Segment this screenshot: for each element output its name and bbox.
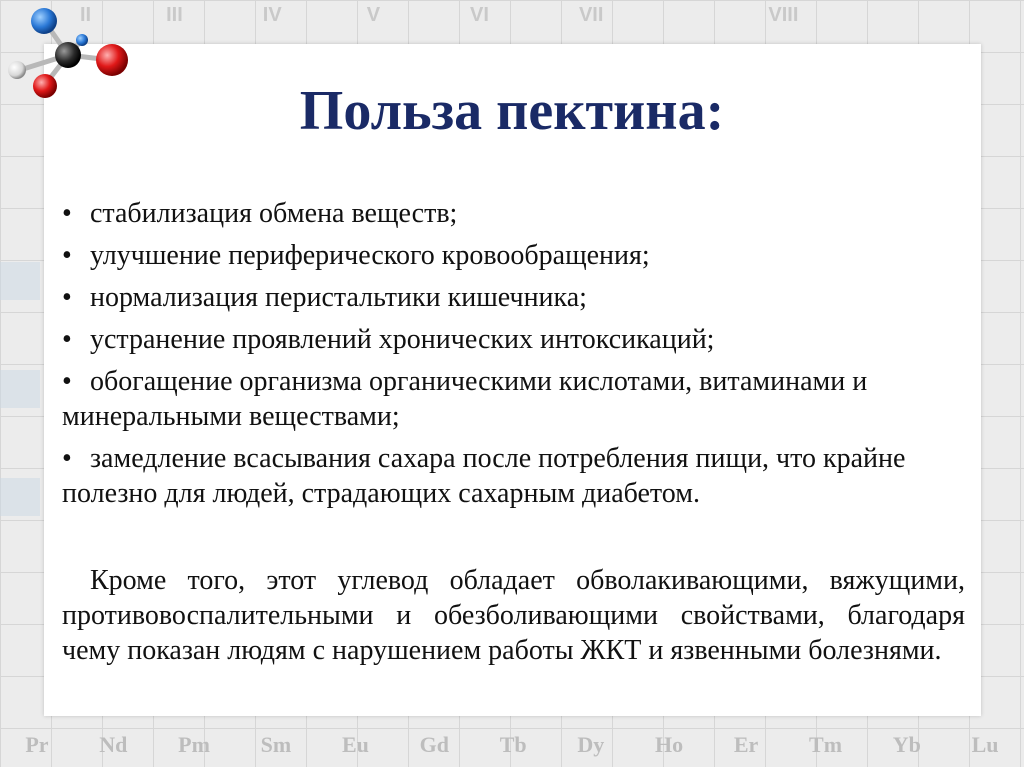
list-item-text: нормализация перистальтики кишечника; bbox=[90, 282, 587, 313]
group-label: IV bbox=[262, 3, 282, 26]
element-symbol: Gd bbox=[419, 731, 449, 757]
element-symbol: Eu bbox=[341, 731, 369, 757]
bullet-marker: • bbox=[62, 240, 72, 271]
group-label: II bbox=[80, 3, 92, 26]
group-label: III bbox=[166, 3, 183, 26]
list-item bbox=[62, 196, 967, 231]
bullet-marker: • bbox=[62, 443, 72, 474]
list-item-text: обогащение организма органическими кислотами, витаминами и минеральными веществами; bbox=[62, 366, 868, 432]
background-group-labels bbox=[0, 0, 1024, 30]
group-label: VIII bbox=[768, 3, 799, 26]
bullet-marker: • bbox=[62, 366, 72, 397]
list-item bbox=[62, 322, 967, 357]
list-item-text: замедление всасывания сахара после потребления пищи, что крайне полезно для людей, страдающих сахарным диабетом. bbox=[62, 443, 906, 509]
closing-paragraph: Кроме того, этот углевод обладает обволакивающими, вяжущими, противовоспалительными и обезболивающими свойствами, благодаря чему показан людям с нарушением работы ЖКТ и язвенными болезнями. bbox=[62, 565, 965, 666]
element-symbol: Sm bbox=[260, 731, 292, 757]
element-symbol: Er bbox=[733, 731, 759, 757]
group-label: V bbox=[366, 3, 381, 26]
list-item bbox=[62, 280, 967, 315]
slide-title: Польза пектина: bbox=[299, 80, 725, 142]
element-symbol: Dy bbox=[577, 731, 605, 757]
element-symbol: Nd bbox=[99, 731, 128, 757]
benefits-list bbox=[62, 196, 967, 518]
bullet-marker: • bbox=[62, 324, 72, 355]
element-symbol: Lu bbox=[971, 731, 999, 757]
element-symbol: Tb bbox=[499, 731, 527, 757]
list-item-text: стабилизация обмена веществ; bbox=[90, 198, 458, 229]
list-item bbox=[62, 441, 967, 511]
list-item-text: улучшение периферического кровообращения; bbox=[90, 240, 650, 271]
background-cell bbox=[0, 262, 40, 300]
list-item bbox=[62, 238, 967, 273]
bullet-marker: • bbox=[62, 198, 72, 229]
group-label: VI bbox=[470, 3, 489, 26]
background-cell bbox=[0, 370, 40, 408]
element-symbol: Pr bbox=[25, 731, 49, 757]
element-symbol: Ho bbox=[654, 731, 684, 757]
background-lanthanide-row bbox=[0, 722, 1024, 767]
list-item bbox=[62, 364, 967, 434]
element-symbol: Tm bbox=[809, 731, 843, 757]
bullet-marker: • bbox=[62, 282, 72, 313]
group-label: VII bbox=[578, 3, 604, 26]
background-cell bbox=[0, 478, 40, 516]
element-symbol: Yb bbox=[892, 731, 921, 757]
element-symbol: Pm bbox=[178, 731, 210, 757]
list-item-text: устранение проявлений хронических интоксикаций; bbox=[90, 324, 715, 355]
